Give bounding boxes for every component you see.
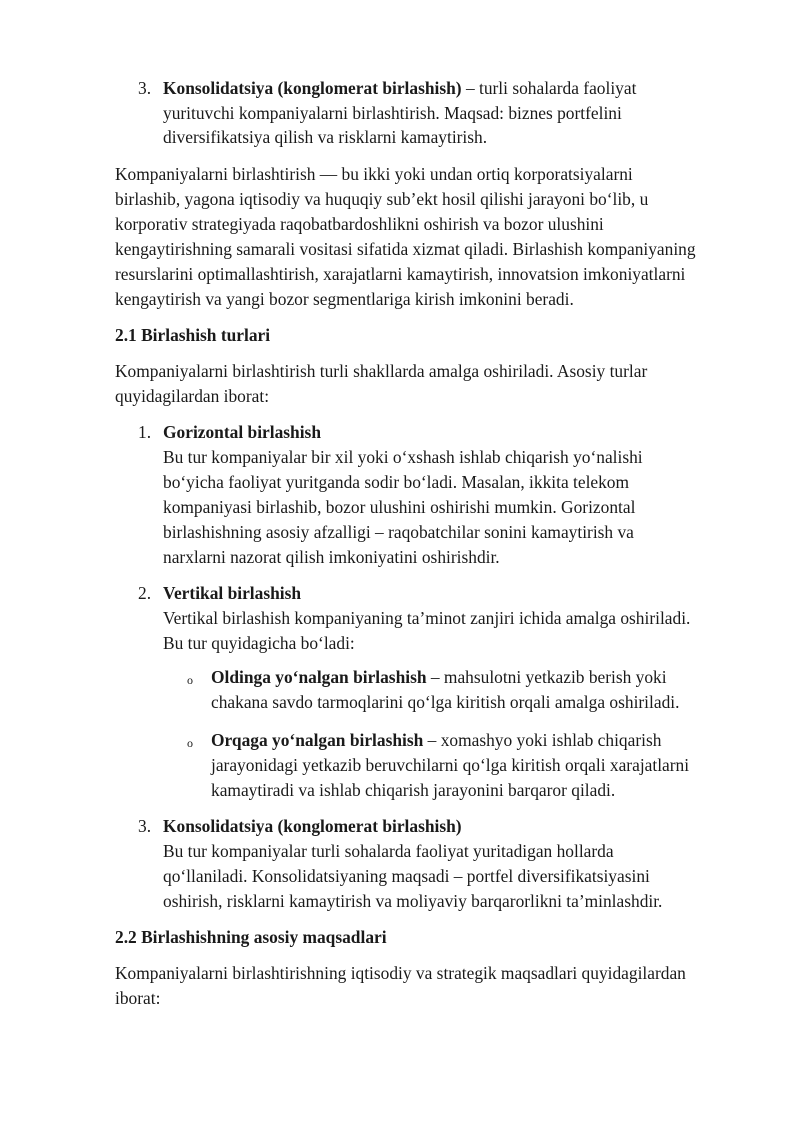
paragraph-line: Kompaniyalarni birlashtirishning iqtisodiy va strategik maqsadlari quyidagilardan <box>115 963 686 983</box>
list-item-text: diversifikatsiya qilish va risklarni kamaytirish. <box>163 127 488 147</box>
paragraph-line: korporativ strategiyada raqobatbardoshlikni oshirish va bozor ulushini <box>115 214 604 234</box>
list-item-text: yurituvchi kompaniyalarni birlashtirish. Maqsad: biznes portfelini <box>163 103 622 123</box>
sublist-item-text: chakana savdo tarmoqlarini qo‘lga kiritish orqali amalga oshiriladi. <box>211 692 680 712</box>
paragraph-line: quyidagilardan iborat: <box>115 386 270 406</box>
sublist-item-text: jarayonidagi yetkazib beruvchilarni qo‘lga kiritish orqali xarajatlarni <box>211 755 690 775</box>
list-item-text: birlashishning asosiy afzalligi – raqobatchilar sonini kamaytirish va <box>163 522 634 542</box>
paragraph-line: kengaytirishning samarali vositasi sifatida xizmat qiladi. Birlashish kompaniyaning <box>115 239 696 259</box>
sublist-item-first-line <box>211 665 667 689</box>
list-number: 1. <box>138 422 152 442</box>
list-item-first-line <box>163 76 636 100</box>
paragraph-line: Kompaniyalarni birlashtirish turli shakllarda amalga oshiriladi. Asosiy turlar <box>115 361 648 381</box>
list-item-title: Konsolidatsiya (konglomerat birlashish) <box>163 816 462 836</box>
list-number: 2. <box>138 583 152 603</box>
list-number: 3. <box>138 78 152 98</box>
list-item-text: Bu tur quyidagicha bo‘ladi: <box>163 633 355 653</box>
sublist-item-title: Orqaga yo‘nalgan birlashish <box>211 730 424 750</box>
list-item-text: narxlarni nazorat qilish imkoniyatini oshirishdir. <box>163 547 500 567</box>
paragraph-line: resurslarini optimallashtirish, xarajatlarni kamaytirish, innovatsion imkoniyatlarni <box>115 264 686 284</box>
list-item-title: Konsolidatsiya (konglomerat birlashish) <box>163 78 462 98</box>
paragraph-line: iborat: <box>115 988 161 1008</box>
list-item-text: Bu tur kompaniyalar bir xil yoki o‘xshash ishlab chiqarish yo‘nalishi <box>163 447 643 467</box>
section-heading: 2.1 Birlashish turlari <box>115 325 271 345</box>
list-item-text: Bu tur kompaniyalar turli sohalarda faoliyat yuritadigan hollarda <box>163 841 614 861</box>
bullet-marker: o <box>187 736 193 750</box>
list-item-text: qo‘llaniladi. Konsolidatsiyaning maqsadi – portfel diversifikatsiyasini <box>163 866 650 886</box>
paragraph-line: kengaytirish va yangi bozor segmentlariga kirish imkonini beradi. <box>115 289 574 309</box>
sublist-item-text: – xomashyo yoki ishlab chiqarish <box>423 730 662 750</box>
section-heading: 2.2 Birlashishning asosiy maqsadlari <box>115 927 387 947</box>
list-item-title: Vertikal birlashish <box>163 583 302 603</box>
list-item-text: kompaniyasi birlashib, bozor ulushini oshirishi mumkin. Gorizontal <box>163 497 636 517</box>
list-item-text: Vertikal birlashish kompaniyaning ta’minot zanjiri ichida amalga oshiriladi. <box>163 608 691 628</box>
sublist-item-text: – mahsulotni yetkazib berish yoki <box>426 667 667 687</box>
list-item-text: – turli sohalarda faoliyat <box>461 78 637 98</box>
list-item-text: bo‘yicha faoliyat yuritganda sodir bo‘ladi. Masalan, ikkita telekom <box>163 472 630 492</box>
list-item-title: Gorizontal birlashish <box>163 422 321 442</box>
sublist-item-title: Oldinga yo‘nalgan birlashish <box>211 667 427 687</box>
sublist-item-first-line <box>211 728 661 752</box>
sublist-item-text: kamaytiradi va ishlab chiqarish jarayonini barqaror qiladi. <box>211 780 616 800</box>
paragraph-line: birlashib, yagona iqtisodiy va huquqiy sub’ekt hosil qilishi jarayoni bo‘lib, u <box>115 189 649 209</box>
paragraph-line: Kompaniyalarni birlashtirish — bu ikki yoki undan ortiq korporatsiyalarni <box>115 164 633 184</box>
list-item-text: oshirish, risklarni kamaytirish va moliyaviy barqarorlikni ta’minlashdir. <box>163 891 663 911</box>
bullet-marker: o <box>187 673 193 687</box>
list-number: 3. <box>138 816 152 836</box>
